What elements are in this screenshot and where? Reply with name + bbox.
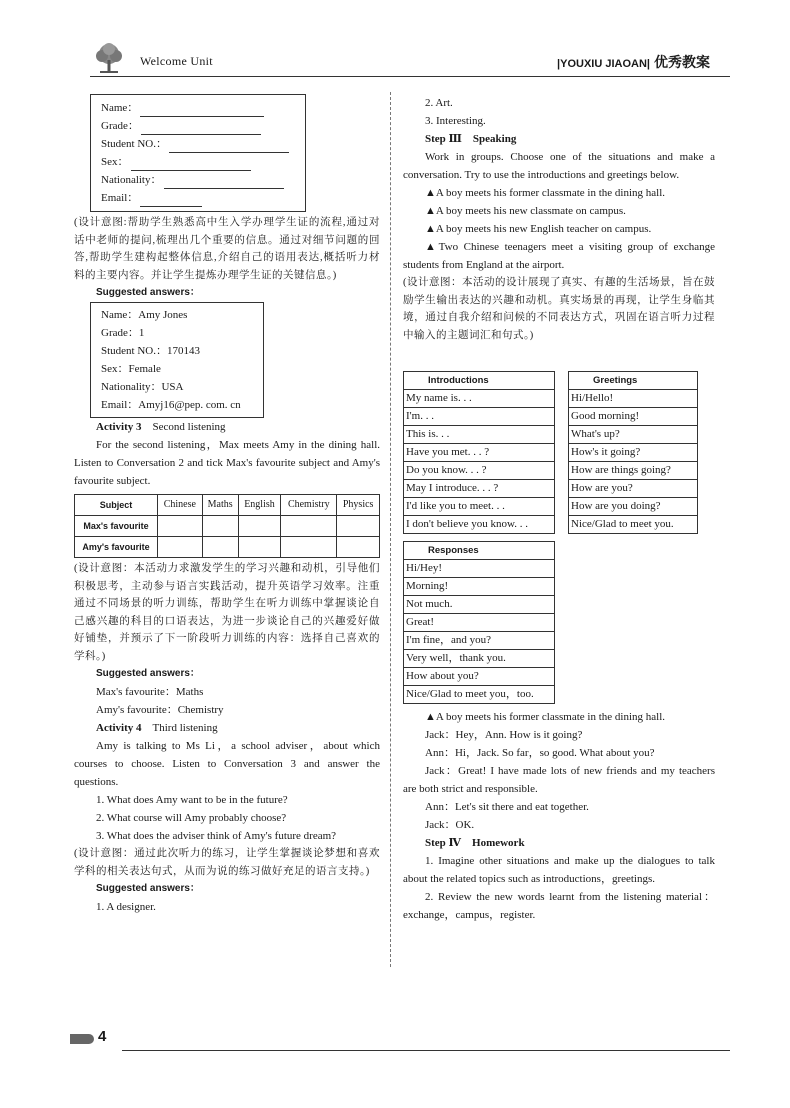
list-item: How are you doing?: [569, 498, 697, 516]
homework-2: 2. Review the new words learnt from the listening material：exchange，campus，register.: [403, 891, 715, 921]
list-item: How about you?: [404, 668, 554, 686]
answer-1: 1. A designer.: [96, 901, 156, 913]
list-item: Nice/Glad to meet you.: [571, 518, 674, 530]
table-row: Amy's favourite: [75, 537, 380, 558]
responses-title: Responses: [404, 542, 554, 560]
table-row: Max's favourite: [75, 516, 380, 537]
design-note-2: (设计意图：本活动力求激发学生的学习兴趣和动机，引导他们积极思考，主动参与语言实践活动，提升英语学习效率。注重通过不同场景的听力训练，帮助学生在听力训练中掌握谈论自己感兴趣的科目的口语表达，为进一步谈论自己的兴趣爱好做好铺垫，并预示了下一阶段听力训练的内容：选择自己喜欢的学科。): [74, 563, 380, 662]
responses-box: [403, 541, 555, 704]
form-row-nationality: Nationality：: [101, 171, 305, 189]
dialogue-line: Jack：Hey，Ann. How is it going?: [425, 729, 583, 741]
list-item: Have you met. . . ?: [404, 444, 554, 462]
question-1: 1. What does Amy want to be in the future?: [96, 794, 288, 806]
situation-2: ▲A boy meets his new classmate on campus.: [425, 205, 626, 217]
list-item: Do you know. . . ?: [404, 462, 554, 480]
right-column: [403, 94, 715, 344]
list-item: Hi/Hello!: [569, 390, 697, 408]
answer-amy: Amy's favourite：Chemistry: [96, 704, 224, 716]
situation-1: ▲A boy meets his former classmate in the dining hall.: [425, 187, 666, 199]
subject-table-header: Subject Chinese Maths English Chemistry Physics: [75, 495, 380, 516]
left-column: [74, 94, 380, 916]
introductions-box: [403, 371, 555, 534]
dialogue-line: Ann：Let's sit there and eat together.: [425, 801, 589, 813]
form-row-sex: Sex：: [101, 153, 305, 171]
activity3-heading: Activity 3 Second listening: [96, 421, 226, 433]
answer-max: Max's favourite：Maths: [96, 686, 204, 698]
greetings-title: Greetings: [569, 372, 697, 390]
situation-4: ▲Two Chinese teenagers meet a visiting group of exchange students from England at the airport.: [403, 241, 715, 271]
list-item: Great!: [404, 614, 554, 632]
list-item: My name is. . .: [404, 390, 554, 408]
list-item: Morning!: [404, 578, 554, 596]
step3-heading: Step Ⅲ Speaking: [425, 133, 517, 145]
header-rule: [90, 76, 730, 77]
student-card-form: [90, 94, 306, 212]
list-item: How's it going?: [569, 444, 697, 462]
form-row-email: Email：: [101, 189, 305, 207]
tree-logo-icon: [92, 42, 126, 76]
form-row-student-no: Student NO.：: [101, 135, 305, 153]
list-item: How are things going?: [569, 462, 697, 480]
activity3-text: For the second listening，Max meets Amy in the dining hall. Listen to Conversation 2 and tick Max's favourite subject and Amy's favourite subject.: [74, 439, 380, 487]
list-item: I'd like you to meet. . .: [404, 498, 554, 516]
answer-3: 3. Interesting.: [425, 115, 486, 127]
question-3: 3. What does the adviser think of Amy's future dream?: [96, 830, 337, 842]
list-item: I don't believe you know. . .: [406, 518, 528, 530]
suggested-answers-label-3: Suggested answers：: [96, 883, 200, 894]
activity4-text: Amy is talking to Ms Li，a school adviser，about which courses to choose. Listen to Conversation 3 and answer the questions.: [74, 740, 380, 788]
dialogue-line: Ann：Hi，Jack. So far，so good. What about you?: [425, 747, 655, 759]
form-row-name: Name：: [101, 99, 305, 117]
situation-3: ▲A boy meets his new English teacher on campus.: [425, 223, 652, 235]
design-note-1: (设计意图:帮助学生熟悉高中生入学办理学生证的流程,通过对话中老师的提问,梳理出几个重要的信息。通过对细节问题的回答,帮助学生建构起整体信息,介绍自己的语用表达,概括听力材料的主要内容。并让学生提炼办理学生证的关键信息。): [74, 217, 380, 281]
list-item: What's up?: [569, 426, 697, 444]
brand-label: [557, 52, 710, 72]
design-note-3: (设计意图：通过此次听力的练习，让学生掌握谈论梦想和喜欢学科的相关表达句式，从而为说的练习做好充足的语言支持。): [74, 848, 380, 877]
suggested-answers-label-1: Suggested answers：: [96, 287, 200, 298]
dialogue-line: Jack：Great! I have made lots of new friends and my teachers are both strict and responsible.: [403, 765, 715, 795]
page-footer: [70, 1028, 730, 1058]
column-divider: [390, 92, 391, 967]
page-tab-icon: [70, 1034, 94, 1044]
list-item: Nice/Glad to meet you，too.: [406, 688, 534, 700]
page-header: [70, 40, 730, 80]
list-item: This is. . .: [404, 426, 554, 444]
list-item: I'm fine，and you?: [404, 632, 554, 650]
suggested-answers-label-2: Suggested answers：: [96, 668, 200, 679]
form-row-grade: Grade：: [101, 117, 305, 135]
step4-heading: Step Ⅳ Homework: [425, 837, 525, 849]
greetings-box: [568, 371, 698, 534]
list-item: Very well，thank you.: [404, 650, 554, 668]
dialogue-line: Jack：OK.: [425, 819, 475, 831]
dialogue-situation: ▲A boy meets his former classmate in the dining hall.: [425, 711, 666, 723]
footer-rule: [122, 1050, 730, 1051]
list-item: May I introduce. . . ?: [404, 480, 554, 498]
right-column-lower: [403, 708, 715, 924]
brand-cn: 优秀教案: [654, 54, 710, 70]
answer-2: 2. Art.: [425, 97, 453, 109]
suggested-answers-box: Name：Amy Jones Grade：1 Student NO.：170143 Sex：Female Nationality：USA Email：Amyj16@pep. com. cn: [90, 302, 264, 418]
question-2: 2. What course will Amy probably choose?: [96, 812, 287, 824]
subject-table: [74, 494, 380, 558]
page-number: 4: [98, 1028, 107, 1045]
unit-title: Welcome Unit: [140, 54, 213, 68]
list-item: Not much.: [404, 596, 554, 614]
list-item: Hi/Hey!: [404, 560, 554, 578]
introductions-title: Introductions: [404, 372, 554, 390]
brand-en: |YOUXIU JIAOAN|: [557, 58, 650, 70]
list-item: Good morning!: [569, 408, 697, 426]
step3-text: Work in groups. Choose one of the situations and make a conversation. Try to use the introductions and greetings below.: [403, 151, 715, 181]
list-item: I'm. . .: [404, 408, 554, 426]
list-item: How are you?: [569, 480, 697, 498]
activity4-heading: Activity 4 Third listening: [96, 722, 218, 734]
design-note-4: (设计意图：本活动的设计展现了真实、有趣的生活场景，旨在鼓励学生输出表达的兴趣和动机。真实场景的再现，让学生身临其境，通过自我介绍和问候的不同表达方式，巩固在语言听力过程中输入的主题词汇和句式。): [403, 277, 715, 341]
homework-1: 1. Imagine other situations and make up the dialogues to talk about the related topics such as introductions，greetings.: [403, 855, 715, 885]
